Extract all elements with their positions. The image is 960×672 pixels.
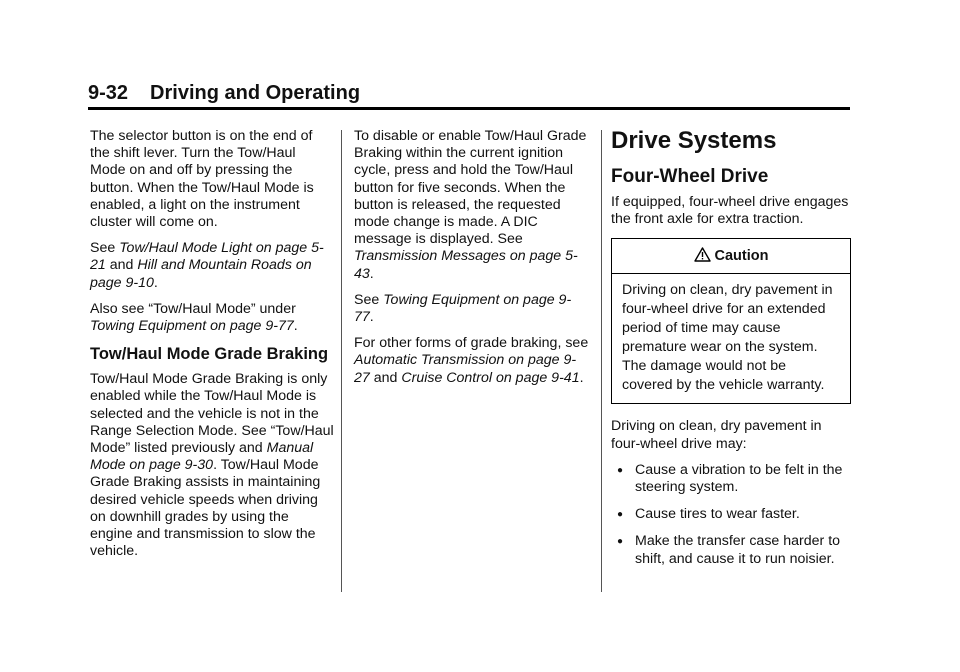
text: . Tow/Haul Mode Grade Braking assists in maintaining desired vehicle speeds when driving on downhill grades by using the engine and transmission to slow the vehicle. xyxy=(90,457,321,560)
list-item xyxy=(611,533,851,567)
list-item-text: Cause a vibration to be felt in the steering system. xyxy=(635,461,843,496)
caution-header xyxy=(612,239,850,274)
bullet-icon: ● xyxy=(617,536,624,548)
text: Also see “Tow/Haul Mode” under xyxy=(90,300,296,317)
section-title: Driving and Operating xyxy=(150,82,361,104)
warning-triangle-icon xyxy=(694,241,711,275)
text: See xyxy=(354,291,384,308)
paragraph xyxy=(354,128,590,283)
text: and xyxy=(369,369,402,386)
text: See xyxy=(90,240,120,257)
caution-box xyxy=(611,238,851,404)
list-item-text: Make the transfer case harder to shift, and cause it to run noisier. xyxy=(635,533,841,567)
column-3 xyxy=(611,128,851,578)
text: For other forms of grade braking, see xyxy=(354,335,589,352)
column-1 xyxy=(90,128,334,569)
cross-reference: Hill and Mountain Roads on page 9-10 xyxy=(90,257,312,291)
bullet-icon: ● xyxy=(617,509,624,521)
paragraph xyxy=(90,371,334,560)
cross-reference: Manual Mode on page 9-30 xyxy=(90,440,314,474)
paragraph xyxy=(354,292,590,326)
cross-reference: Towing Equipment on page 9-77 xyxy=(90,318,294,335)
cross-reference: Tow/Haul Mode Light on page 5-21 xyxy=(90,240,324,274)
paragraph xyxy=(90,240,334,292)
list-item-text: Cause tires to wear faster. xyxy=(635,506,800,523)
text: . xyxy=(293,318,298,335)
paragraph xyxy=(90,301,334,335)
page-number: 9-32 xyxy=(88,82,129,104)
bullet-icon: ● xyxy=(617,464,624,476)
list-item xyxy=(611,462,851,496)
text: . xyxy=(579,369,584,386)
page-header xyxy=(88,80,850,110)
cross-reference: Automatic Transmission on page 9-27 xyxy=(354,352,577,386)
text: . xyxy=(369,309,374,326)
bullet-list xyxy=(611,462,851,568)
column-divider-2 xyxy=(601,130,602,592)
cross-reference: Cruise Control on page 9-41 xyxy=(401,369,580,386)
section-heading: Drive Systems xyxy=(611,127,777,154)
list-item xyxy=(611,506,851,523)
caution-text: Driving on clean, dry pavement in four-wheel drive for an extended period of time may cause premature wear on the system. The damage would not be covered by the vehicle warranty. xyxy=(622,282,833,394)
cross-reference: Transmission Messages on page 5-43 xyxy=(354,248,578,282)
text: To disable or enable Tow/Haul Grade Braking within the current ignition cycle, press and hold the Tow/Haul button for five seconds. When the button is released, the requested mode change is made. A DIC message is displayed. See xyxy=(354,128,587,248)
text: Tow/Haul Mode Grade Braking is only enabled while the Tow/Haul Mode is selected and the vehicle is not in the Range Selection Mode. See “Tow/Haul Mode” listed previously and xyxy=(90,371,334,457)
paragraph xyxy=(354,335,590,387)
text: . xyxy=(369,265,374,282)
paragraph: Driving on clean, dry pavement in four-wheel drive may: xyxy=(611,418,822,452)
column-2 xyxy=(354,128,590,396)
paragraph: If equipped, four-wheel drive engages the front axle for extra traction. xyxy=(611,194,849,228)
subsection-heading: Tow/Haul Mode Grade Braking xyxy=(90,345,329,364)
paragraph: The selector button is on the end of the shift lever. Turn the Tow/Haul Mode on and off by pressing the button. When the Tow/Haul Mode is enabled, a light on the instrument cluster will come on. xyxy=(90,128,314,231)
cross-reference: Towing Equipment on page 9-77 xyxy=(354,291,572,326)
text: . xyxy=(153,274,158,291)
text: and xyxy=(105,257,138,274)
subsection-heading: Four-Wheel Drive xyxy=(611,166,769,187)
caution-title: Caution xyxy=(714,248,769,265)
column-divider-1 xyxy=(341,130,342,592)
